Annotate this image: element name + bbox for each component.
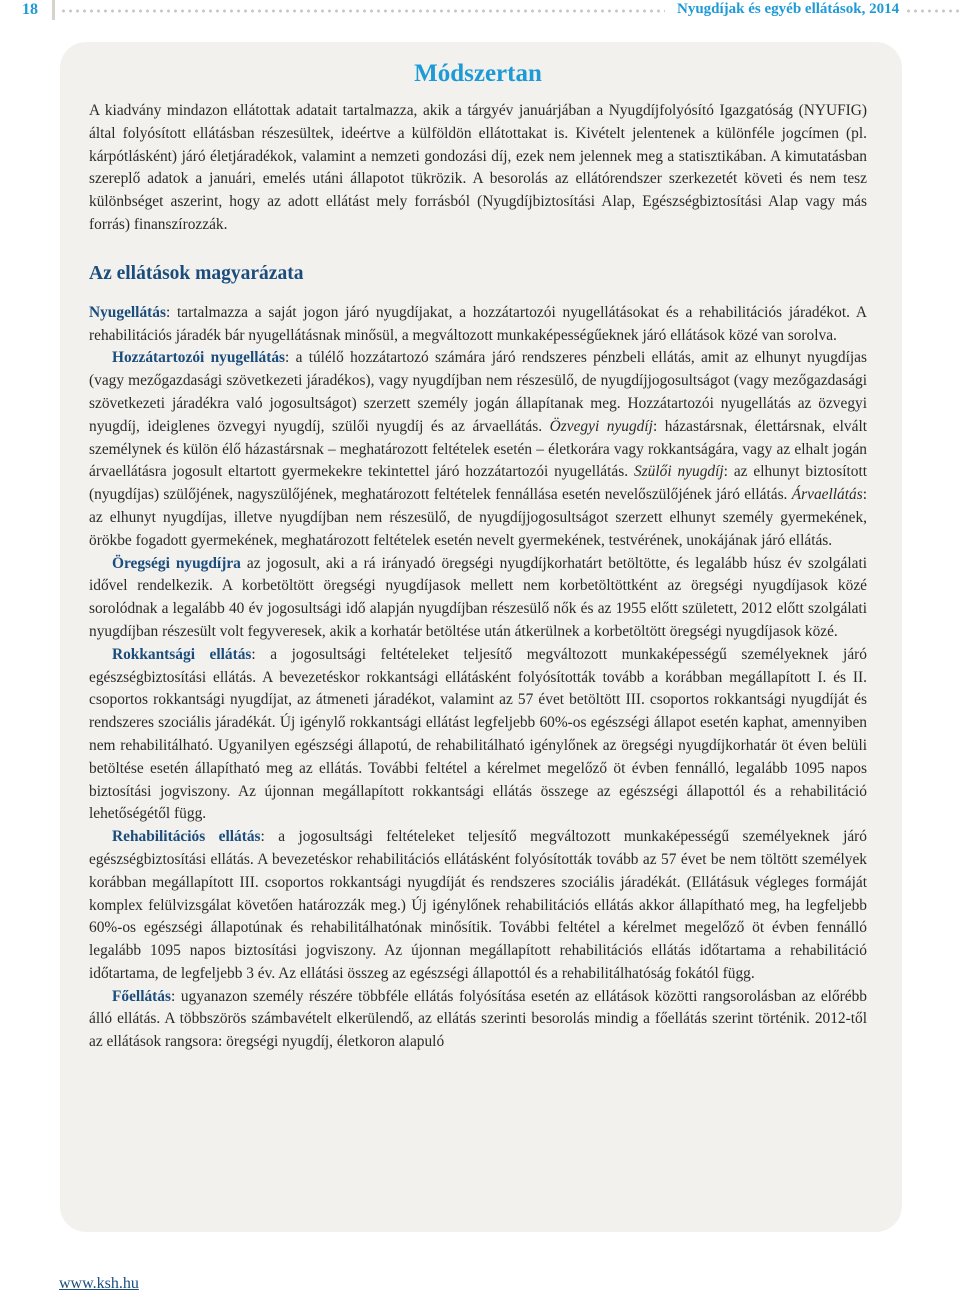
- page-title: Módszertan: [414, 60, 542, 87]
- subterm-ozvegyi: Özvegyi nyugdíj: [549, 417, 653, 435]
- paragraph-foellatas: [89, 986, 867, 1054]
- header-dotted-rule-right: [905, 9, 960, 13]
- paragraph-rokkantsagi: [89, 644, 867, 826]
- subterm-szuloi: Szülői nyugdíj: [633, 463, 724, 481]
- term-oregsegi: Öregségi nyugdíjra: [112, 554, 241, 572]
- page-number: 18: [22, 1, 38, 18]
- paragraph-text: az jogosult, aki a rá irányadó öregségi nyugdíjkorhatárt betöltötte, és legalább húsz év szolgálati idővel rendelkezik. A korbetöltött öregségi nyugdíjasok mellett nem korbetöltöttként az öregségi nyugdíjasok közé sorolódnak a legalább 40 év jogosultsági idő alapján nyugdíjban részesülő nők és az 1955 előtt született, 2012 előtt szolgálati nyugdíjban részesült volt fegyveresek, akik a korhatár betöltése után átkerülnek a korbetöltött öregségi nyugdíjasok közé.: [89, 554, 867, 640]
- paragraph-text: : tartalmazza a saját jogon járó nyugdíjakat, a hozzátartozói nyugellátásokat és a rehabilitációs járadékot. A rehabilitációs járadék bár nyugellátásnak minősül, a megváltozott munkaképességűeknek járó ellátások közé van sorolva.: [89, 303, 867, 344]
- paragraph-text: : az elhunyt biztosított (nyugdíjas) szülőjének, nagyszülőjének, meghatározott feltételek fennállása esetén nevelőszülőjének járó ellátás.: [89, 463, 867, 504]
- subterm-arvaellatas: Árvaellátás: [791, 486, 863, 504]
- paragraph-oregsegi: [89, 553, 867, 644]
- page-content: [89, 58, 867, 1054]
- term-hozzatartozoi: Hozzátartozói nyugellátás: [112, 349, 285, 367]
- term-rokkantsagi: Rokkantsági ellátás: [112, 645, 252, 663]
- term-nyugellatas: Nyugellátás: [89, 303, 166, 321]
- footer-website-link[interactable]: www.ksh.hu: [59, 1275, 139, 1292]
- header-dotted-rule: [60, 9, 665, 13]
- paragraph-text: : ugyanazon személy részére többféle ellátás folyósítása esetén az ellátások közötti rangsorolásban az előrébb álló ellátás. A többszörös számbavételt elkerülendő, az ellátás szerinti besorolás mindig a főellátás szerint történik. 2012-től az ellátások rangsora: öregségi nyugdíj, életkoron alapuló: [89, 987, 867, 1051]
- paragraph-text: : az elhunyt nyugdíjas, illetve nyugdíjban nem részesülő, de nyugdíjjogosultságot szerzett elhunyt személy gyermekének, örökbe fogadott gyermekének, meghatározott feltételek esetén nevelt gyermekének, testvérének, unokájának járó ellátás.: [89, 486, 867, 549]
- paragraph-text: : a túlélő hozzátartozó számára járó rendszeres pénzbeli ellátás, amit az elhunyt nyugdíjas (vagy mezőgazdasági szövetkezeti járadékos), vagy nyugdíjban nem részesülő, de nyugdíjjogosultságot (vagy mezőgazdasági szövetkezeti járadékra való jogosultságot) szerzett személy jogán állapítanak meg. Hozzátartozói nyugellátás az özvegyi nyugdíj, ideiglenes özvegyi nyugdíj, szülői nyugdíj és az árvaellátás.: [89, 349, 867, 435]
- term-rehabilitacios: Rehabilitációs ellátás: [112, 828, 261, 846]
- running-title: Nyugdíjak és egyéb ellátások, 2014: [677, 1, 900, 17]
- paragraph-text: : házastársnak, élettársnak, elvált személynek és külön élő házastársnak – meghatározott feltételek esetén – életkorára vagy rokkantságára, vagy az elhalt jogán árvaellátásra jogosult eltartott gyermekekre tekintettel járó hozzátartozói nyugellátás.: [89, 417, 867, 481]
- paragraph-hozzatartozoi: [89, 347, 867, 552]
- paragraph-text: : a jogosultsági feltételeket teljesítő megváltozott munkaképességű személyeknek járó egészségbiztosítási ellátás. A bevezetéskor rehabilitációs ellátásként folyósították tovább az 57 évet be nem töltött személyek korábban megállapított III. csoportos rokkantsági nyugdíját és rendszeres szociális járadékát. (Ellátásuk végleges formáját komplex felülvizsgálat követően határozzák meg.) Új igénylőnek rehabilitációs ellátás akkor állapítható meg, ha legfeljebb 60%-os egészségi állapotúnak és rehabilitálhatónak minősítik. További feltétel a kérelmet megelőző öt évben fennálló legalább 1095 napos biztosítási jogviszony. Az újonnan megállapított rehabilitációs ellátás időtartama a rehabilitáció időtartama, de legfeljebb 3 év. Az ellátási összeg az egészségi állapottól és a rehabilitálhatóság fokától függ.: [89, 828, 867, 982]
- paragraph-nyugellatas: [89, 302, 867, 348]
- term-foellatas: Főellátás: [112, 987, 171, 1005]
- intro-paragraph: A kiadvány mindazon ellátottak adatait tartalmazza, akik a tárgyév januárjában a Nyugdíjfolyósító Igazgatóság (NYUFIG) által folyósított ellátásban részesültek, ideértve a külföldön ellátottakat is. Kivételt jelentenek a különféle jogcímen (pl. kárpótlásként) járó életjáradékok, valamint a nemzeti gondozási díj, ezek nem jelennek meg a statisztikában. A kimutatásban szereplő adatok a januári, emelés utáni állapotot tükrözik. A besorolás az ellátórendszer szerkezetét követi és nem tesz különbséget aszerint, hogy az adott ellátást mely forrásból (Nyugdíjbiztosítási Alap, Egészségbiztosítási Alap vagy más forrás) finanszírozzák.: [89, 102, 867, 233]
- section-heading: Az ellátások magyarázata: [89, 262, 304, 284]
- paragraph-text: : a jogosultsági feltételeket teljesítő megváltozott munkaképességű személyeknek járó egészségbiztosítási ellátás. A bevezetéskor rokkantsági ellátásként folyósították tovább a korábban megállapított I. és II. csoportos rokkantsági nyugdíjat, az átmeneti járadékot, valamint az 57 évet betöltött III. csoportos rokkantsági nyugdíját és rendszeres szociális járadékát. Új igénylő rokkantsági ellátást legfeljebb 60%-os egészségi állapot esetén kaphat, amennyiben nem rehabilitálható. Ugyanilyen egészségi állapotú, de rehabilitálható igénylőnek az öregségi nyugdíjkorhatár öt éven belüli betöltése esetén állapítható meg az ellátás. További feltétel a kérelmet megelőző öt évben fennálló, legalább 1095 napos biztosítási jogviszony. Az újonnan megállapított rokkantsági ellátás összege az egészségi állapottól és a rehabilitáció lehetőségétől függ.: [89, 645, 867, 823]
- paragraph-rehabilitacios: [89, 826, 867, 986]
- page-number-box: [0, 0, 55, 20]
